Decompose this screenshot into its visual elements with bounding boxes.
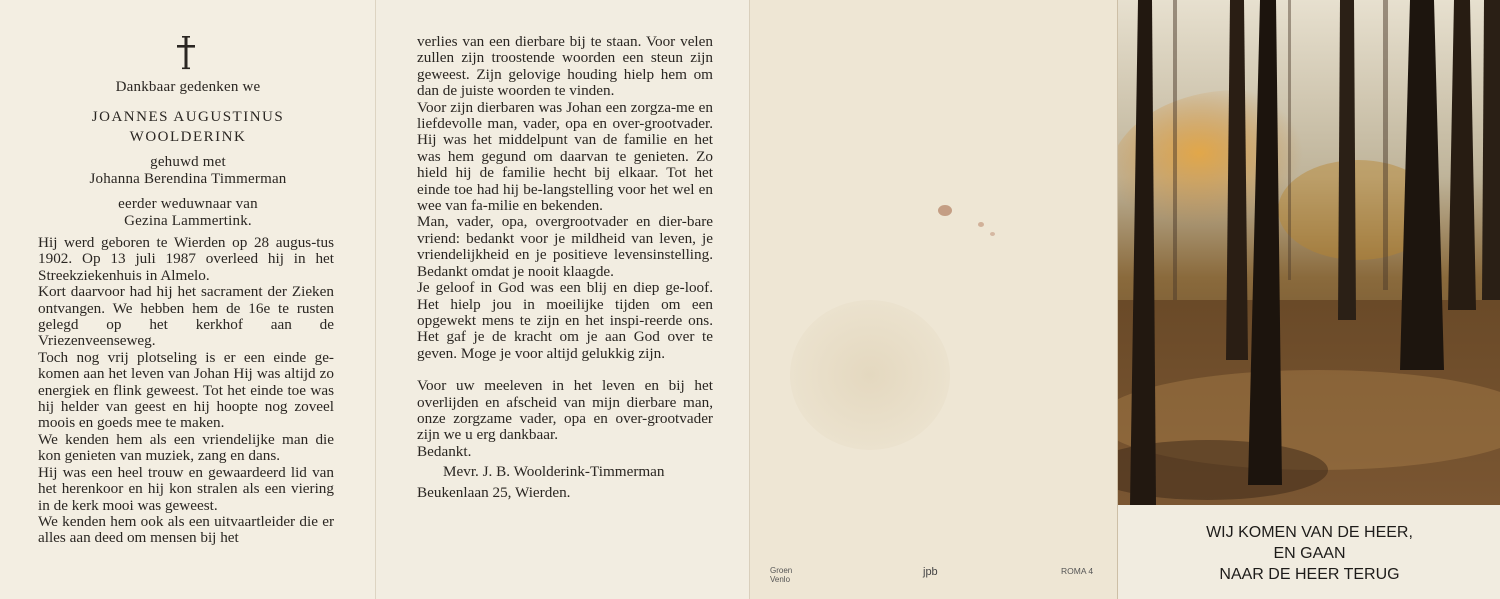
motto-line: WIJ KOMEN VAN DE HEER, bbox=[1206, 524, 1413, 541]
card-panel-inner-text bbox=[376, 0, 750, 599]
paper-stain bbox=[938, 205, 952, 216]
paragraph: We kenden hem ook als een uitvaartleider die er alles aan deed om mensen bij het bbox=[38, 512, 334, 547]
tribute-text bbox=[417, 34, 713, 501]
paragraph: Hij werd geboren te Wierden op 28 augus-tus 1902. Op 13 juli 1987 overleed hij in het Streekziekenhuis in Almelo. bbox=[38, 234, 334, 284]
paper-stain bbox=[790, 300, 950, 450]
series-code: ROMA 4 bbox=[1061, 566, 1094, 576]
card-panel-front-text bbox=[0, 0, 376, 599]
printer-city: Venlo bbox=[770, 575, 791, 584]
paragraph: verlies van een dierbare bij te staan. Voor velen zullen zijn troostende woorden een steun zijn geweest. Zijn gelovige houding hielp hem om dan de juiste woorden te vinden. bbox=[417, 33, 713, 100]
card-panel-back bbox=[750, 0, 1117, 599]
motto-line: NAAR DE HEER TERUG bbox=[1219, 566, 1400, 583]
biography-text bbox=[38, 235, 334, 547]
paragraph: Kort daarvoor had hij het sacrament der Zieken ontvangen. We hebben hem de 16e te rusten gelegd op het kerkhof aan de Vriezenveenseweg. bbox=[38, 283, 334, 350]
cover-motto bbox=[1118, 522, 1500, 585]
address: Beukenlaan 25, Wierden. bbox=[417, 483, 571, 501]
intro-line: Dankbaar gedenken we bbox=[115, 79, 261, 95]
paper-stain bbox=[990, 232, 995, 236]
card-panel-cover bbox=[1117, 0, 1500, 599]
thanks-paragraph: Voor uw meeleven in het leven en bij het overlijden en afscheid van mijn dierbare man, onze zorgzame vader, opa en over-grootvader zijn we u erg dankbaar. bbox=[417, 377, 713, 444]
paragraph: Man, vader, opa, overgrootvader en dier-bare vriend: bedankt voor je mildheid van leven, je vriendelijkheid en je positieve levensinstelling. Bedankt omdat je nooit klaagde. bbox=[417, 213, 713, 280]
paragraph: Je geloof in God was een blij en diep ge-loof. Het hielp jou in moeilijke tijden om een opgewekt mens te zijn en het inspi-reerde ons. Het gaf je de kracht om je aan God over te geven. Moge je voor altijd gelukkig zijn. bbox=[417, 279, 713, 362]
late-spouse-name: Gezina Lammertink. bbox=[124, 213, 252, 229]
thanks-word: Bedankt. bbox=[417, 442, 472, 460]
paragraph: Hij was een heel trouw en gewaardeerd lid van het herenkoor en hij kon stralen als een viering in de kerk mooi was geweest. bbox=[38, 463, 334, 514]
spouse-name: Johanna Berendina Timmerman bbox=[89, 171, 287, 187]
deceased-name-line1: JOANNES AUGUSTINUS bbox=[91, 109, 285, 125]
widower-label: eerder weduwnaar van bbox=[118, 196, 258, 212]
cross-icon bbox=[174, 36, 198, 70]
motto-line: EN GAAN bbox=[1273, 545, 1346, 562]
paragraph: Voor zijn dierbaren was Johan een zorgza-me en liefdevolle man, vader, opa en over-grootvader. Hij was het middelpunt van de familie en het was hem gegund om daarvan te genieten. Zo hield hij de familie hecht bij elkaar. Tot het einde toe had hij be-langstelling voor het wel en wee van fa-milie en bekenden. bbox=[417, 98, 713, 215]
married-label: gehuwd met bbox=[150, 154, 226, 170]
deceased-name-line2: WOOLDERINK bbox=[129, 129, 247, 145]
paragraph: Toch nog vrij plotseling is er een einde ge-komen aan het leven van Johan Hij was altijd zo energiek en flink geweest. Tot het einde toe was hij helder van geest en hij hoopte nog zoveel moois en goeds mee te maken. bbox=[38, 348, 334, 432]
signature: Mevr. J. B. Woolderink-Timmerman bbox=[443, 463, 665, 481]
printer-mark bbox=[770, 566, 792, 584]
forest-photo bbox=[1118, 0, 1500, 505]
paragraph: We kenden hem als een vriendelijke man die kon genieten van muziek, zang en dans. bbox=[38, 430, 334, 465]
printer-name: Groen bbox=[770, 566, 793, 575]
publisher-code: jpb bbox=[923, 566, 938, 578]
paper-stain bbox=[978, 222, 984, 227]
